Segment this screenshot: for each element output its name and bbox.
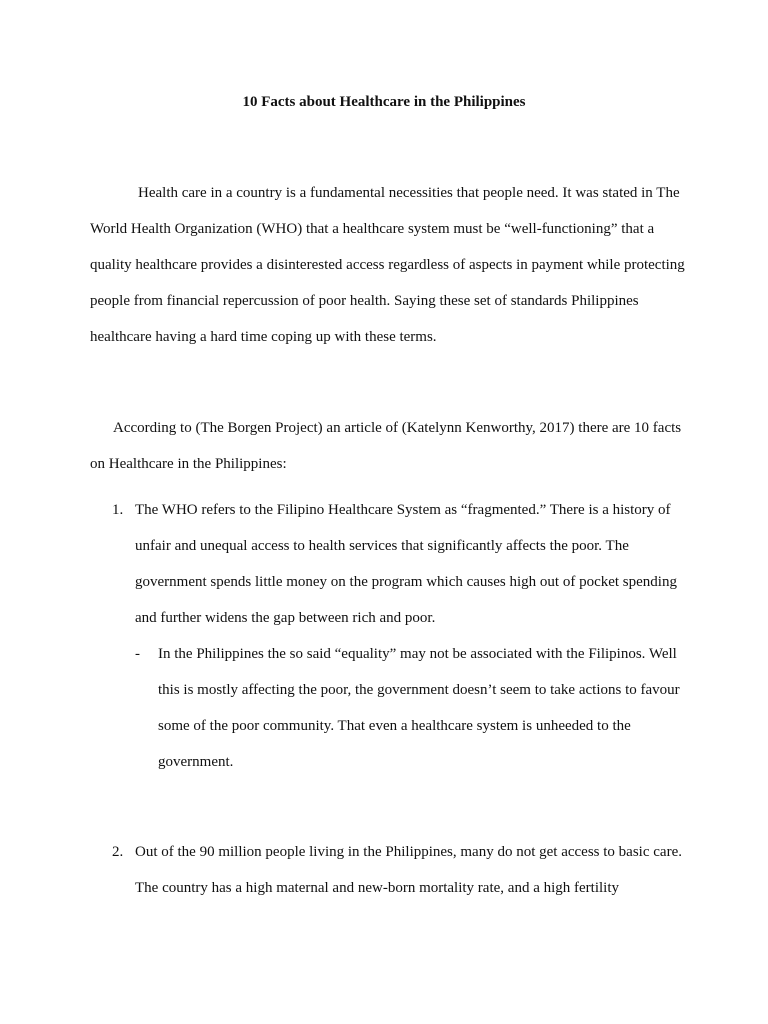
fact-list-item-2	[90, 834, 690, 906]
source-paragraph-text: According to (The Borgen Project) an article of (Katelynn Kenworthy, 2017) there are 10 facts on Healthcare in the Philippines:	[90, 420, 682, 472]
fact-text: Out of the 90 million people living in the Philippines, many do not get access to basic care. The country has a high maternal and new-born mortality rate, and a high fertility	[135, 844, 682, 896]
fact-number: 2.	[112, 844, 124, 860]
document-title: 10 Facts about Healthcare in the Philippines	[242, 94, 526, 110]
fact-sub-item	[135, 636, 690, 780]
source-paragraph	[90, 410, 690, 482]
sub-item-text: In the Philippines the so said “equality” may not be associated with the Filipinos. Well this is mostly affecting the poor, the government doesn’t seem to take actions to favour some of the poor community. That even a healthcare system is unheeded to the government.	[158, 646, 680, 770]
sub-item-marker: -	[135, 646, 140, 662]
fact-number: 1.	[112, 502, 124, 518]
intro-paragraph-text: Health care in a country is a fundamental necessities that people need. It was stated in The World Health Organization (WHO) that a healthcare system must be “well-functioning” that a quality healthcare provides a disinterested access regardless of aspects in payment while protecting people from financial repercussion of poor health. Saying these set of standards Philippines healthcare having a hard time coping up with these terms.	[90, 185, 685, 345]
intro-paragraph	[90, 175, 690, 355]
fact-text: The WHO refers to the Filipino Healthcare System as “fragmented.” There is a history of unfair and unequal access to health services that significantly affects the poor. The government spends little money on the program which causes high out of pocket spending and further widens the gap between rich and poor.	[135, 502, 677, 626]
fact-list-item-1	[90, 492, 690, 780]
